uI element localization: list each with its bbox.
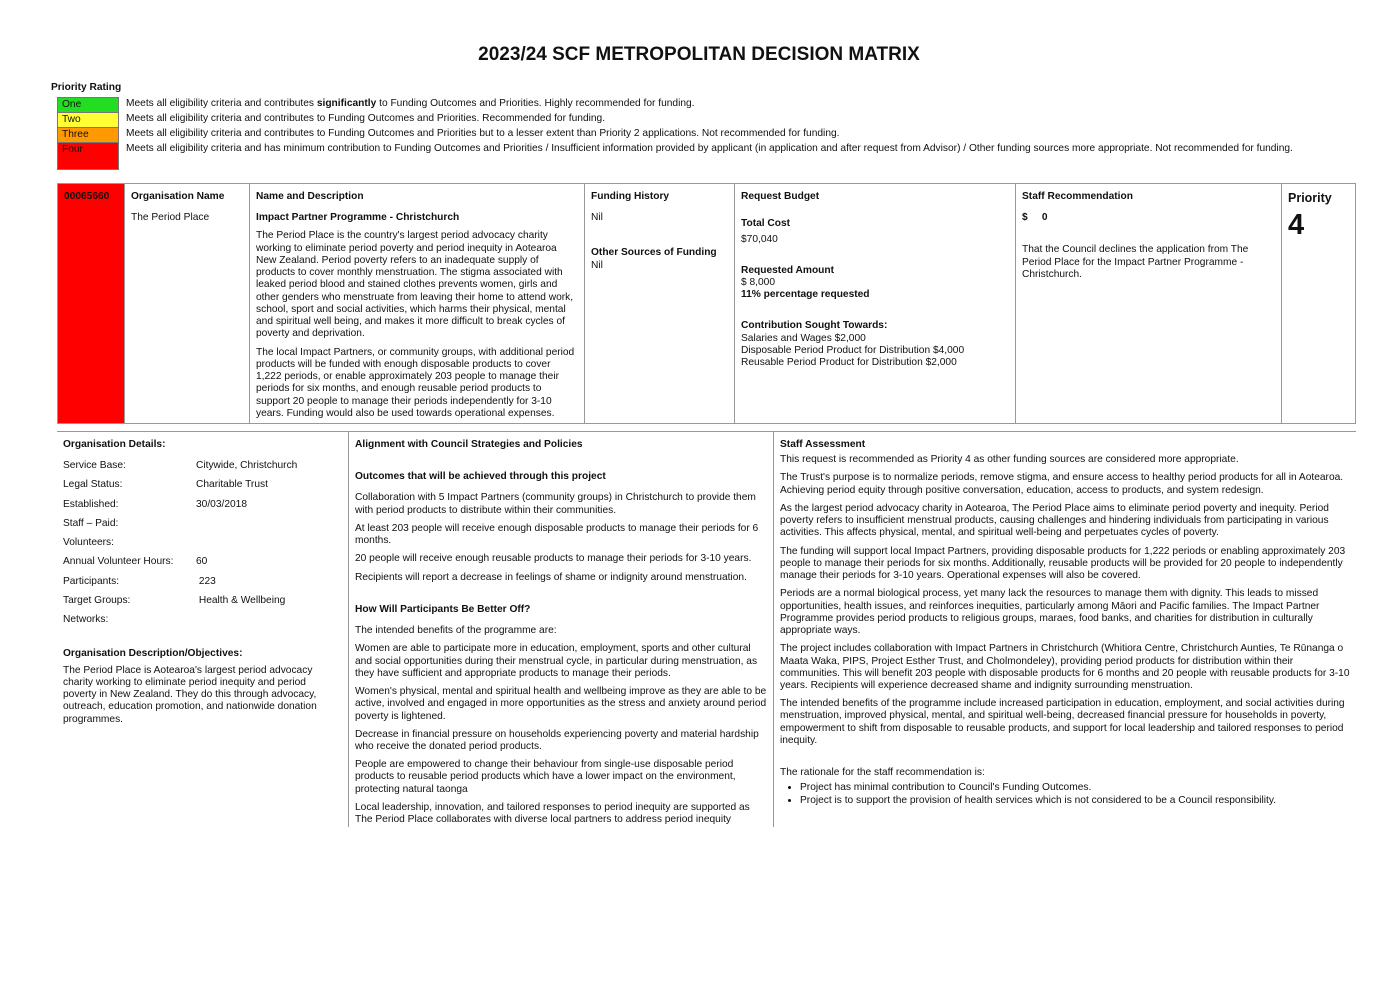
priority-legend-row-three <box>57 127 1347 143</box>
assessment-para: Periods are a normal biological process, yet many lack the resources to manage them with dignity. This leads to missed opportunities, health issues, and reinforces inequities, particularly among Māori and Pacific families. The Impact Partner Programme provides period products to religious groups, maraes, food banks, and charities for distribution in culturally appropriate ways. <box>780 588 1320 637</box>
org-detail-row: Participants: 223 <box>63 575 216 587</box>
outcome-item: At least 203 people will receive enough disposable products to manage their periods for 6 months. <box>355 522 759 547</box>
funding-history-value: Nil <box>591 212 603 224</box>
priority-legend-row-one <box>57 97 1347 113</box>
contribution-item: Disposable Period Product for Distribution $4,000 <box>741 344 965 356</box>
project-description-para: The Period Place is the country's largest period advocacy charity working to eliminate period poverty and period inequity in Aotearoa New Zealand. Period poverty refers to an inadequate supply of products to cover monthly menstruation. The stigma associated with leaked period blood and stained clothes prevents women, girls and other genders who menstruate from leaving their home to attend work, school, sport and social activities, which harms their physical, mental and spiritual well being, and makes it more difficult to break cycles of poverty and deprivation. <box>256 230 574 340</box>
total-cost-label: Total Cost <box>741 218 791 230</box>
org-desc-heading: Organisation Description/Objectives: <box>63 648 243 660</box>
priority-desc-two: Meets all eligibility criteria and contributes to Funding Outcomes and Priorities. Recommended for funding. <box>126 113 606 124</box>
request-budget-label: Request Budget <box>741 191 820 202</box>
assessment-para: The Trust's purpose is to normalize periods, remove stigma, and ensure access to healthy period products for all in Aotearoa. Achieving period equity through positive conversation, education, access to products, and system redesign. <box>780 472 1344 496</box>
requested-amount-label: Requested Amount <box>741 264 835 276</box>
better-off-heading: How Will Participants Be Better Off? <box>355 603 531 615</box>
org-details-column <box>57 432 348 827</box>
org-name: The Period Place <box>131 212 210 224</box>
rationale-intro: The rationale for the staff recommendation is: <box>780 767 985 779</box>
outcome-item: 20 people will receive enough reusable products to manage their periods for 3-10 years. <box>355 553 752 565</box>
project-description-para: The local Impact Partners, or community groups, with additional period products will be funded with enough disposable products to cover 1,222 periods, or enable approximately 203 people to manage their periods for six months, and enough reusable period products to support 20 people to manage their periods independently for 3-10 years. Funding would also be used towards operational expenses. <box>256 346 575 419</box>
project-name: Impact Partner Programme - Christchurch <box>256 212 460 224</box>
rationale-item: • Project is to support the provision of health services which is not considered to be a Council responsibility. <box>800 795 1350 807</box>
priority-desc-one: Meets all eligibility criteria and contributes significantly to Funding Outcomes and Priorities. Highly recommended for funding. <box>126 98 695 109</box>
contribution-label: Contribution Sought Towards: <box>741 320 888 332</box>
org-description: The Period Place is Aotearoa's largest period advocacy charity working to eliminate period inequity and period poverty in New Zealand. They do this through advocacy, outreach, education promotion, and nationwide donation programmes. <box>63 664 317 725</box>
priority-rating-heading: Priority Rating <box>51 82 122 93</box>
staff-assessment-column <box>773 432 1356 827</box>
assessment-para: As the largest period advocacy charity in Aotearoa, The Period Place aims to eliminate period poverty and inequity. Period poverty refers to insufficient menstrual products, causing challenges and hindering individuals from participating in various activities. This affects physical, mental, and spiritual well-being and perpetuates cycles of poverty. <box>780 502 1329 539</box>
priority-value: 4 <box>1288 209 1305 241</box>
other-sources-value: Nil <box>591 259 603 271</box>
assessment-para: The funding will support local Impact Partners, providing disposable products for 1,222 periods or enabling approximately 203 people to manage their periods for six months. Additionally, reusable products will be provided for 20 people to independently manage their periods for 3-10 years. Operational expenses will also be covered. <box>780 545 1346 582</box>
priority-legend-row-two <box>57 112 1347 128</box>
better-off-item: The intended benefits of the programme are: <box>355 625 557 637</box>
assessment-para: The project includes collaboration with Impact Partners in Christchurch (Whitiora Centre, Christchurch Aunties, Te Rūnanga o Maata Waka, PIPS, Project Esther Trust, and Cholmondeley), providing period products for distribution within their communities. This will benefit 203 people with disposable products for 6 months and 20 people with reusable products for 3-10 years. Recipients will experience decreased shame and indignity surrounding menstruation. <box>780 643 1350 691</box>
org-name-cell <box>125 184 250 423</box>
staff-recommendation-cell <box>1016 184 1282 423</box>
name-description-cell <box>250 184 585 423</box>
alignment-column <box>348 432 773 827</box>
page-title: 2023/24 SCF METROPOLITAN DECISION MATRIX <box>478 44 920 65</box>
staff-rec-amount: $ 0 <box>1022 212 1048 224</box>
better-off-item: Local leadership, innovation, and tailored responses to period inequity are supported as The Period Place collaborates with diverse local partners to address period inequity <box>355 801 750 826</box>
rationale-item: • Project has minimal contribution to Council's Funding Outcomes. <box>800 782 1350 794</box>
funding-history-label: Funding History <box>591 191 670 202</box>
better-off-item: Women's physical, mental and spiritual health and wellbeing improve as they are able to be active, involved and engaged in more opportunities as the stress and anxiety around period poverty is lightened. <box>355 686 767 722</box>
org-detail-row: Legal Status: Charitable Trust <box>63 479 268 491</box>
priority-desc-four: Meets all eligibility criteria and has minimum contribution to Funding Outcomes and Priorities / Insufficient information provided by applicant (in application and after request from Advisor) / Other funding sources more appropriate. Not recommended for funding. <box>126 143 1293 154</box>
priority-swatch-two: Two <box>57 112 119 128</box>
application-summary <box>57 183 1356 424</box>
org-details-heading: Organisation Details: <box>63 439 166 450</box>
alignment-heading: Alignment with Council Strategies and Policies <box>355 439 583 450</box>
requested-amount-value: $ 8,000 <box>741 276 775 288</box>
request-budget-cell <box>735 184 1016 423</box>
contribution-item: Reusable Period Product for Distribution $2,000 <box>741 357 957 369</box>
name-desc-label: Name and Description <box>256 191 364 202</box>
better-off-item: Decrease in financial pressure on households experiencing poverty and material hardship who receive the donated period products. <box>355 728 759 752</box>
assessment-para: This request is recommended as Priority 4 as other funding sources are considered more appropriate. <box>780 454 1239 466</box>
priority-swatch-three: Three <box>57 127 119 143</box>
outcome-item: Collaboration with 5 Impact Partners (community groups) in Christchurch to provide them with period products to distribute within their communities. <box>355 492 756 516</box>
staff-assessment-heading: Staff Assessment <box>780 439 866 450</box>
org-detail-row: Networks: <box>63 614 109 626</box>
better-off-item: Women are able to participate more in education, employment, sports and other cultural and social opportunities during their menstrual cycle, in particular during menstruation, as they have sufficient and appropriate products to manage their periods. <box>355 643 758 679</box>
other-sources-label: Other Sources of Funding <box>591 247 717 259</box>
priority-desc-three: Meets all eligibility criteria and contributes to Funding Outcomes and Priorities but to a lesser extent than Priority 2 applications. Not recommended for funding. <box>126 128 840 139</box>
org-name-label: Organisation Name <box>131 191 225 202</box>
priority-cell <box>1282 184 1355 423</box>
contribution-item: Salaries and Wages $2,000 <box>741 332 866 344</box>
percentage-requested: 11% percentage requested <box>741 289 870 301</box>
org-detail-row: Service Base: Citywide, Christchurch <box>63 460 298 472</box>
assessment-para: The intended benefits of the programme include increased participation in education, employment, and social activities during menstruation, improved physical, mental, and spiritual well-being, decreased financial pressure for households in poverty, empowerment to shift from disposable to reusable products, and support for local leadership and tailored responses to period inequity. <box>780 698 1345 746</box>
org-detail-row: Annual Volunteer Hours: 60 <box>63 556 208 568</box>
staff-rec-text: That the Council declines the application from The Period Place for the Impact Partner Programme - Christchurch. <box>1022 244 1249 280</box>
application-id: 00065660 <box>64 191 110 202</box>
funding-history-cell <box>585 184 735 423</box>
priority-swatch-four: Four <box>57 142 119 170</box>
staff-rec-label: Staff Recommendation <box>1022 191 1133 202</box>
application-id-cell <box>58 184 125 423</box>
outcomes-heading: Outcomes that will be achieved through this project <box>355 471 606 483</box>
total-cost-value: $70,040 <box>741 234 778 246</box>
outcome-item: Recipients will report a decrease in feelings of shame or indignity around menstruation. <box>355 571 747 583</box>
better-off-item: People are empowered to change their behaviour from single-use disposable period products to reusable period products which have a lower impact on the environment, protecting natural taonga <box>355 759 736 795</box>
org-detail-row: Volunteers: <box>63 537 114 549</box>
priority-swatch-one: One <box>57 97 119 113</box>
priority-legend-row-four <box>57 142 1347 170</box>
priority-label: Priority <box>1288 191 1332 205</box>
rationale-list <box>780 782 1350 806</box>
org-detail-row: Target Groups: Health & Wellbeing <box>63 594 286 606</box>
org-detail-row: Staff – Paid: <box>63 517 119 529</box>
org-detail-row: Established: 30/03/2018 <box>63 498 247 510</box>
